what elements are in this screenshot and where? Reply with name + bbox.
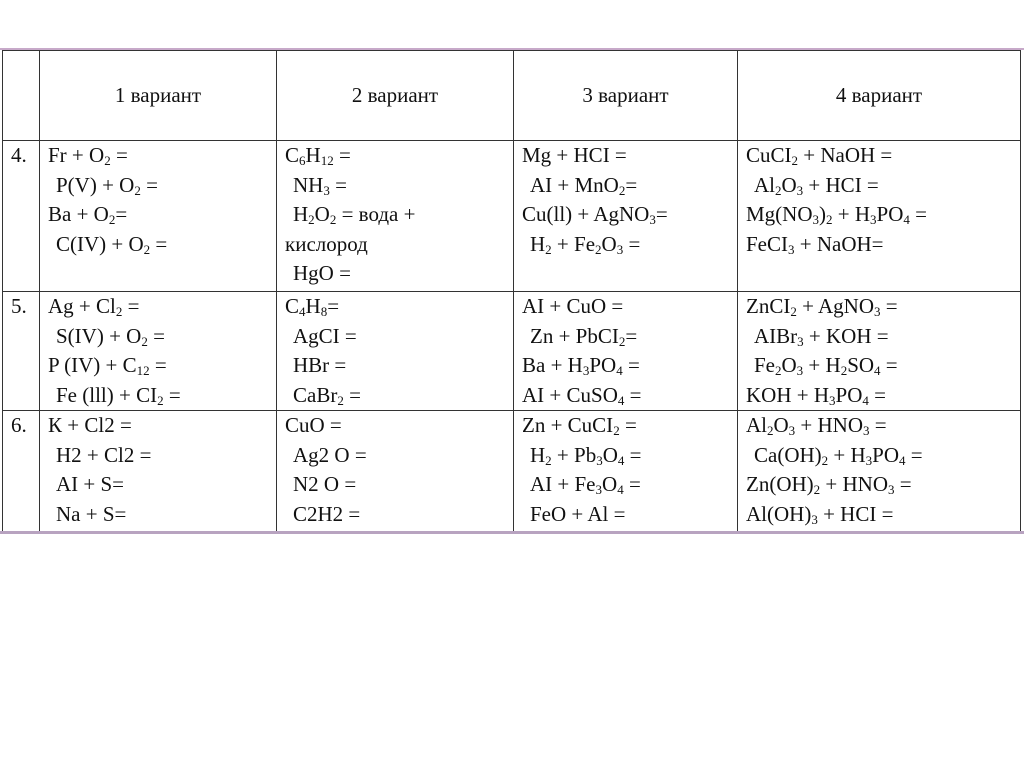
formula-text: Ag + Cl bbox=[48, 294, 116, 318]
formula-text: + KOH = bbox=[803, 323, 889, 348]
formula-text: Zn + CuCI bbox=[522, 413, 614, 437]
formula-line bbox=[285, 500, 513, 530]
formula-text: = bbox=[149, 353, 167, 377]
formula-text: O bbox=[602, 442, 618, 467]
formula-text: N2 O = bbox=[293, 472, 357, 496]
subscript: 2 bbox=[545, 452, 552, 468]
formula-text: P(V) + O bbox=[56, 172, 135, 197]
formula-text: = bbox=[868, 382, 886, 407]
subscript: 3 bbox=[788, 423, 796, 438]
formula-text: Zn(OH) bbox=[746, 472, 814, 496]
subscript: 2 bbox=[775, 363, 782, 378]
formula-text: AI + CuSO bbox=[522, 382, 618, 407]
formula-text: KOH + H bbox=[746, 382, 830, 407]
task-cell bbox=[277, 411, 514, 533]
header-variant-1: 1 вариант bbox=[40, 51, 277, 141]
formula-text: NH bbox=[293, 172, 324, 197]
formula-text: = bbox=[623, 231, 641, 256]
table-row bbox=[3, 292, 1021, 411]
formula-line bbox=[522, 411, 737, 441]
formula-line bbox=[48, 200, 276, 230]
formula-line bbox=[48, 500, 276, 530]
formula-text: FeCI bbox=[746, 231, 788, 256]
formula-line bbox=[746, 470, 1020, 500]
row-number: 6. bbox=[3, 411, 40, 533]
subscript: 2 bbox=[329, 212, 337, 227]
formula-line bbox=[522, 200, 737, 230]
formula-text: + Fe bbox=[551, 231, 596, 256]
formula-text: Ag2 O = bbox=[293, 442, 367, 467]
formula-line bbox=[746, 200, 1020, 230]
formula-line bbox=[285, 230, 513, 260]
formula-text: = bbox=[894, 472, 912, 496]
formula-line bbox=[48, 441, 276, 471]
formula-text: + NaOH = bbox=[798, 143, 893, 167]
subscript: 3 bbox=[595, 482, 603, 497]
formula-text: AI + S= bbox=[56, 472, 125, 496]
formula-line bbox=[48, 322, 276, 352]
formula-text: AI + CuO = bbox=[522, 294, 624, 318]
formula-line bbox=[522, 381, 737, 411]
formula-line bbox=[522, 230, 737, 260]
subscript: 2 bbox=[813, 482, 821, 497]
task-cell bbox=[514, 292, 738, 411]
formula-text: К + Cl2 = bbox=[48, 413, 132, 437]
subscript: 2 bbox=[840, 363, 848, 378]
task-cell bbox=[40, 141, 277, 292]
formula-text: = bbox=[869, 413, 887, 437]
formula-line bbox=[522, 322, 737, 352]
formula-text: = bbox=[909, 202, 927, 226]
subscript: 4 bbox=[299, 304, 306, 319]
formula-text: Cu(ll) + AgNO bbox=[522, 202, 650, 226]
subscript: 2 bbox=[308, 212, 315, 227]
formula-line bbox=[746, 322, 1020, 352]
formula-line bbox=[285, 411, 513, 441]
formula-text: Zn + PbCI bbox=[530, 323, 619, 348]
subscript: 3 bbox=[788, 241, 795, 257]
formula-text: + HCI = bbox=[803, 172, 879, 197]
subscript: 2 bbox=[545, 241, 552, 257]
formula-line bbox=[746, 381, 1020, 411]
formula-text: = bbox=[327, 294, 340, 318]
formula-line bbox=[746, 141, 1020, 171]
formula-text: + AgNO bbox=[796, 294, 875, 318]
subscript: 2 bbox=[618, 182, 626, 198]
formula-text: H2 + Cl2 = bbox=[56, 442, 152, 467]
formula-text: Ba + O bbox=[48, 202, 109, 226]
formula-line bbox=[48, 230, 276, 260]
header-variant-3: 3 вариант bbox=[514, 51, 738, 141]
subscript: 2 bbox=[775, 182, 782, 198]
formula-line bbox=[522, 171, 737, 201]
formula-text: Fr + O bbox=[48, 143, 105, 167]
formula-line bbox=[285, 141, 513, 171]
formula-text: кислород bbox=[285, 231, 368, 256]
formula-text: H bbox=[530, 442, 546, 467]
formula-text: + HNO bbox=[820, 472, 888, 496]
formula-text: Ba + H bbox=[522, 353, 583, 377]
formula-text: H bbox=[305, 294, 321, 318]
task-cell bbox=[514, 141, 738, 292]
subscript: 4 bbox=[617, 452, 625, 468]
formula-line bbox=[48, 171, 276, 201]
formula-text: AI + MnO bbox=[530, 172, 619, 197]
formula-text: HBr = bbox=[293, 353, 347, 377]
table-row bbox=[3, 141, 1021, 292]
formula-text: = bbox=[147, 323, 165, 348]
formula-text: + NaOH= bbox=[794, 231, 884, 256]
formula-text: Al(OH) bbox=[746, 501, 812, 526]
formula-text: = bbox=[333, 143, 351, 167]
formula-text: FeO + Al = bbox=[530, 501, 626, 526]
formula-line bbox=[746, 411, 1020, 441]
formula-line bbox=[48, 470, 276, 500]
formula-text: ) bbox=[819, 202, 826, 226]
formula-text: PO bbox=[589, 353, 617, 377]
formula-line bbox=[285, 322, 513, 352]
formula-text: H bbox=[530, 231, 546, 256]
subscript: 12 bbox=[320, 153, 334, 168]
row-number: 4. bbox=[3, 141, 40, 292]
task-cell bbox=[40, 411, 277, 533]
formula-text: CaBr bbox=[293, 382, 338, 407]
subscript: 2 bbox=[104, 153, 111, 168]
formula-text: = bbox=[122, 294, 140, 318]
subscript: 4 bbox=[903, 212, 910, 227]
table-row bbox=[3, 411, 1021, 533]
header-corner bbox=[3, 51, 40, 141]
task-cell bbox=[738, 292, 1021, 411]
subscript: 2 bbox=[143, 241, 151, 257]
formula-text: Mg + HCI = bbox=[522, 143, 627, 167]
formula-line bbox=[285, 470, 513, 500]
subscript: 3 bbox=[888, 482, 895, 497]
formula-text: = bbox=[163, 382, 181, 407]
formula-line bbox=[285, 200, 513, 230]
formula-line bbox=[522, 141, 737, 171]
formula-text: HgO = bbox=[293, 261, 351, 285]
formula-text: = bbox=[623, 472, 641, 496]
formula-line bbox=[48, 351, 276, 381]
subscript: 2 bbox=[790, 304, 797, 319]
formula-text: O bbox=[781, 353, 797, 377]
subscript: 2 bbox=[141, 333, 148, 349]
formula-line bbox=[522, 470, 737, 500]
subscript: 4 bbox=[874, 363, 881, 378]
formula-line bbox=[522, 500, 737, 530]
subscript: 2 bbox=[613, 423, 620, 438]
subscript: 2 bbox=[115, 304, 123, 319]
formula-text: + HNO bbox=[795, 413, 864, 437]
subscript: 3 bbox=[596, 452, 603, 468]
formula-text: = bbox=[624, 382, 642, 407]
formula-line bbox=[285, 351, 513, 381]
formula-line bbox=[285, 171, 513, 201]
subscript: 3 bbox=[323, 182, 330, 198]
subscript: 12 bbox=[136, 363, 150, 378]
formula-text: C bbox=[285, 294, 300, 318]
subscript: 4 bbox=[616, 363, 623, 378]
formula-text: Fe bbox=[754, 353, 775, 377]
formula-line bbox=[746, 230, 1020, 260]
formula-text: P (IV) + C bbox=[48, 353, 137, 377]
formula-line bbox=[285, 441, 513, 471]
formula-line bbox=[285, 292, 513, 322]
formula-text: + HCI = bbox=[817, 501, 894, 526]
subscript: 2 bbox=[826, 212, 833, 227]
subscript: 3 bbox=[870, 212, 877, 227]
formula-text: = вода + bbox=[336, 202, 416, 226]
formula-line bbox=[746, 441, 1020, 471]
subscript: 3 bbox=[874, 304, 881, 319]
task-cell bbox=[738, 141, 1021, 292]
formula-text: Na + S= bbox=[56, 501, 127, 526]
formula-text: C bbox=[285, 143, 300, 167]
subscript: 6 bbox=[299, 153, 306, 168]
task-cell bbox=[738, 411, 1021, 533]
subscript: 8 bbox=[320, 304, 328, 319]
subscript: 3 bbox=[865, 452, 873, 468]
task-cell bbox=[40, 292, 277, 411]
subscript: 2 bbox=[595, 241, 602, 257]
formula-text: O bbox=[601, 231, 617, 256]
formula-text: AIBr bbox=[754, 323, 798, 348]
formula-text: = bbox=[619, 413, 637, 437]
subscript: 3 bbox=[649, 212, 656, 227]
formula-text: O bbox=[602, 472, 618, 496]
formula-text: H bbox=[293, 202, 309, 226]
formula-line bbox=[285, 381, 513, 411]
formula-text: Al bbox=[754, 172, 775, 197]
formula-text: AgCI = bbox=[293, 323, 357, 348]
formula-text: = bbox=[140, 172, 158, 197]
subscript: 3 bbox=[616, 241, 624, 257]
formula-text: O bbox=[314, 202, 330, 226]
bottom-divider bbox=[0, 531, 1024, 534]
formula-text: = bbox=[880, 353, 898, 377]
formula-text: Mg(NO bbox=[746, 202, 813, 226]
formula-line bbox=[746, 171, 1020, 201]
formula-text: = bbox=[115, 202, 128, 226]
formula-line bbox=[522, 351, 737, 381]
formula-text: = bbox=[343, 382, 361, 407]
formula-line bbox=[746, 292, 1020, 322]
formula-text: AI + Fe bbox=[530, 472, 596, 496]
row-number: 5. bbox=[3, 292, 40, 411]
formula-text: = bbox=[625, 172, 638, 197]
formula-text: + H bbox=[832, 202, 871, 226]
formula-text: = bbox=[110, 143, 128, 167]
formula-text: = bbox=[655, 202, 668, 226]
subscript: 4 bbox=[862, 392, 869, 408]
formula-line bbox=[48, 381, 276, 411]
subscript: 4 bbox=[617, 392, 625, 408]
formula-text: Ca(OH) bbox=[754, 442, 822, 467]
subscript: 2 bbox=[157, 392, 164, 408]
subscript: 2 bbox=[618, 333, 626, 349]
formula-text: = bbox=[905, 442, 923, 467]
header-variant-2: 2 вариант bbox=[277, 51, 514, 141]
formula-text: PO bbox=[876, 202, 904, 226]
formula-text: Fe (lll) + CI bbox=[56, 382, 158, 407]
header-variant-4: 4 вариант bbox=[738, 51, 1021, 141]
subscript: 2 bbox=[108, 212, 116, 227]
task-cell bbox=[277, 141, 514, 292]
subscript: 3 bbox=[582, 363, 590, 378]
formula-text: ZnCI bbox=[746, 294, 791, 318]
formula-text: SO bbox=[847, 353, 875, 377]
formula-text: + H bbox=[828, 442, 866, 467]
subscript: 3 bbox=[829, 392, 836, 408]
formula-text: = bbox=[622, 353, 640, 377]
formula-line bbox=[522, 441, 737, 471]
subscript: 2 bbox=[134, 182, 141, 198]
subscript: 3 bbox=[797, 333, 804, 349]
formula-text: CuCI bbox=[746, 143, 792, 167]
formula-text: = bbox=[880, 294, 898, 318]
formula-text: Al bbox=[746, 413, 767, 437]
formula-text: + Pb bbox=[551, 442, 597, 467]
formula-text: = bbox=[625, 323, 638, 348]
formula-line bbox=[48, 141, 276, 171]
formula-line bbox=[746, 500, 1020, 530]
formula-text: C2H2 = bbox=[293, 501, 361, 526]
subscript: 2 bbox=[337, 392, 344, 408]
formula-text: H bbox=[305, 143, 321, 167]
formula-text: = bbox=[150, 231, 168, 256]
formula-line bbox=[48, 292, 276, 322]
formula-line bbox=[285, 259, 513, 289]
subscript: 2 bbox=[791, 153, 799, 168]
formula-text: O bbox=[781, 172, 797, 197]
task-cell bbox=[514, 411, 738, 533]
subscript: 3 bbox=[796, 363, 804, 378]
formula-line bbox=[48, 411, 276, 441]
formula-text: = bbox=[624, 442, 642, 467]
table-header-row bbox=[3, 51, 1021, 141]
formula-text: CuO = bbox=[285, 413, 342, 437]
formula-line bbox=[746, 351, 1020, 381]
formula-text: = bbox=[329, 172, 347, 197]
formula-text: PO bbox=[872, 442, 900, 467]
subscript: 3 bbox=[796, 182, 804, 198]
task-cell bbox=[277, 292, 514, 411]
formula-text: O bbox=[773, 413, 789, 437]
formula-text: S(IV) + O bbox=[56, 323, 142, 348]
exercise-table bbox=[2, 50, 1021, 533]
formula-text: C(IV) + O bbox=[56, 231, 144, 256]
subscript: 4 bbox=[617, 482, 624, 497]
subscript: 3 bbox=[863, 423, 870, 438]
formula-line bbox=[522, 292, 737, 322]
formula-text: PO bbox=[835, 382, 863, 407]
subscript: 3 bbox=[811, 511, 818, 527]
formula-text: + H bbox=[803, 353, 841, 377]
subscript: 2 bbox=[767, 423, 774, 438]
subscript: 4 bbox=[899, 452, 906, 468]
subscript: 2 bbox=[821, 452, 829, 468]
subscript: 3 bbox=[812, 212, 819, 227]
